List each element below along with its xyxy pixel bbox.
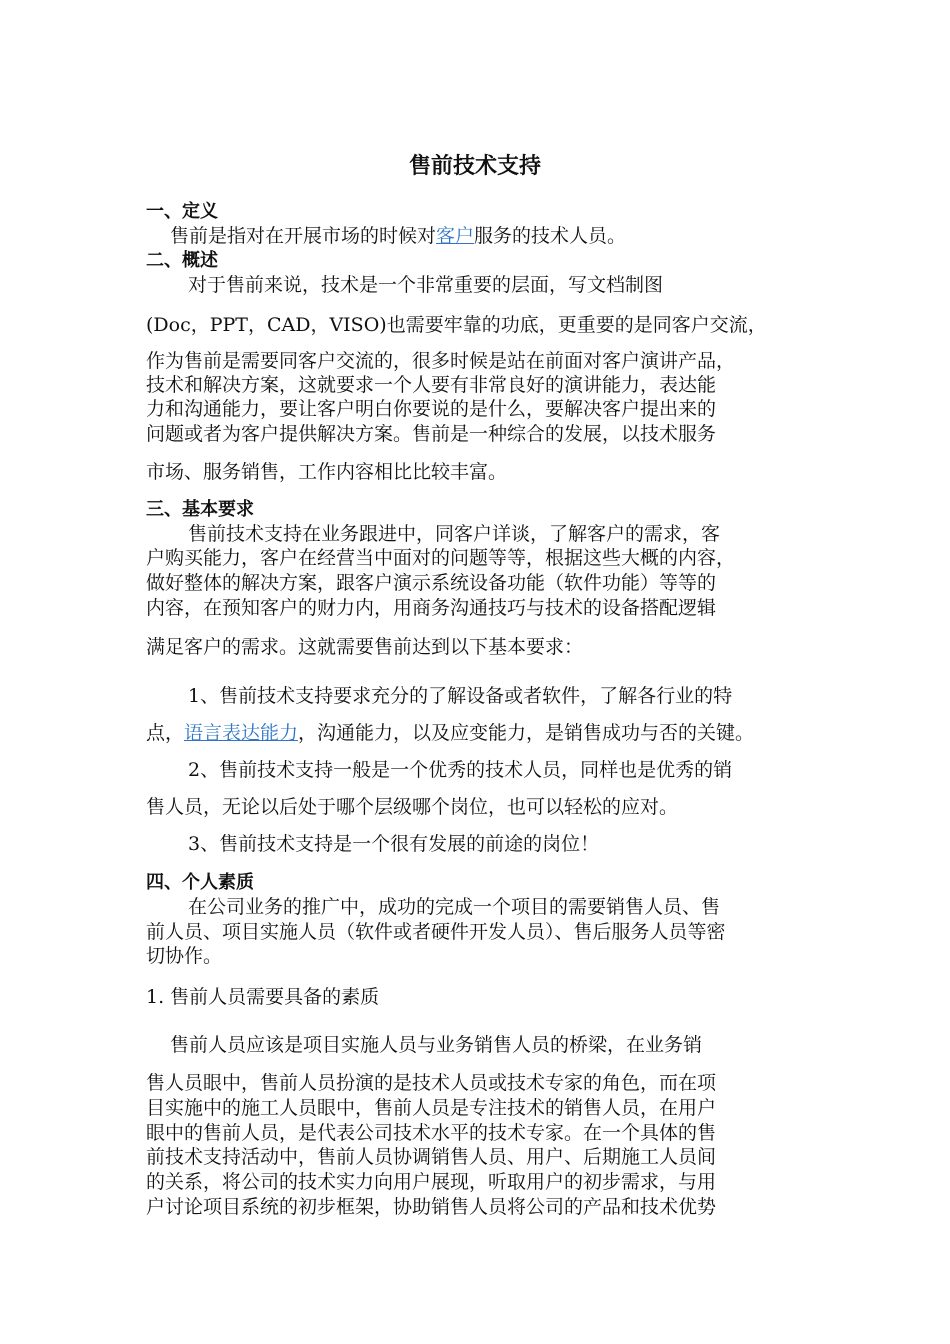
section-heading-requirements: 三、基本要求 — [146, 499, 254, 520]
paragraph-line: 作为售前是需要同客户交流的，很多时候是站在前面对客户演讲产品， — [146, 350, 736, 372]
customer-link[interactable]: 客户 — [436, 225, 475, 247]
paragraph-line: 内容，在预知客户的财力内，用商务沟通技巧与技术的设备搭配逻辑 — [146, 597, 717, 619]
definition-text-pre: 售前是指对在开展市场的时候对 — [170, 225, 437, 247]
paragraph-line: 户购买能力，客户在经营当中面对的问题等等，根据这些大概的内容， — [146, 547, 736, 569]
paragraph-line: 对于售前来说，技术是一个非常重要的层面，写文档制图 — [188, 274, 664, 296]
paragraph-line: 问题或者为客户提供解决方案。售前是一种综合的发展，以技术服务 — [146, 423, 717, 445]
section-heading-definition: 一、定义 — [146, 201, 218, 222]
paragraph-line: 眼中的售前人员，是代表公司技术水平的技术专家。在一个具体的售 — [146, 1122, 717, 1144]
paragraph-line: 在公司业务的推广中，成功的完成一个项目的需要销售人员、售 — [188, 896, 721, 918]
requirement-item-2-line-2: 售人员，无论以后处于哪个层级哪个岗位，也可以轻松的应对。 — [146, 796, 679, 818]
requirement-item-1-line-1: 1、售前技术支持要求充分的了解设备或者软件，了解各行业的特 — [188, 685, 733, 707]
paragraph-line: 市场、服务销售，工作内容相比比较丰富。 — [146, 461, 508, 483]
requirement-item-2-line-1: 2、售前技术支持一般是一个优秀的技术人员，同样也是优秀的销 — [188, 759, 733, 781]
paragraph-line: 切协作。 — [146, 945, 223, 967]
paragraph-line: 售前人员应该是项目实施人员与业务销售人员的桥梁，在业务销 — [170, 1034, 703, 1056]
paragraph-line: 户讨论项目系统的初步框架，协助销售人员将公司的产品和技术优势 — [146, 1196, 717, 1218]
paragraph-line: 满足客户的需求。这就需要售前达到以下基本要求： — [146, 636, 584, 658]
paragraph-line: 目实施中的施工人员眼中，售前人员是专注技术的销售人员，在用户 — [146, 1097, 717, 1119]
requirement-item-1-line-2 — [146, 721, 816, 746]
paragraph-line: 前人员、项目实施人员（软件或者硬件开发人员）、售后服务人员等密 — [146, 921, 726, 943]
paragraph-line: (Doc，PPT，CAD，VISO)也需要牢靠的功底，更重要的是同客户交流， — [146, 314, 767, 336]
paragraph-line: 技术和解决方案，这就要求一个人要有非常良好的演讲能力，表达能 — [146, 374, 717, 396]
language-expression-link[interactable]: 语言表达能力 — [184, 722, 299, 744]
paragraph-line: 前技术支持活动中，售前人员协调销售人员、用户、后期施工人员间 — [146, 1146, 717, 1168]
requirement-item-1-pre: 点， — [146, 722, 185, 744]
paragraph-line: 力和沟通能力，要让客户明白你要说的是什么，要解决客户提出来的 — [146, 398, 717, 420]
paragraph-line: 的关系，将公司的技术实力向用户展现，听取用户的初步需求，与用 — [146, 1171, 717, 1193]
page-title: 售前技术支持 — [408, 154, 541, 179]
requirement-item-1-post: ，沟通能力，以及应变能力，是销售成功与否的关键。 — [298, 722, 755, 744]
paragraph-line: 售前技术支持在业务跟进中，同客户详谈，了解客户的需求，客 — [188, 523, 721, 545]
section-heading-qualities: 四、个人素质 — [146, 872, 254, 893]
section-heading-overview: 二、概述 — [146, 250, 218, 271]
definition-text-post: 服务的技术人员。 — [474, 225, 627, 247]
requirement-item-3: 3、售前技术支持是一个很有发展的前途的岗位！ — [188, 833, 600, 855]
paragraph-line: 做好整体的解决方案，跟客户演示系统设备功能（软件功能）等等的 — [146, 572, 717, 594]
subsection-heading: 1. 售前人员需要具备的素质 — [146, 986, 380, 1008]
paragraph-line: 售人员眼中，售前人员扮演的是技术人员或技术专家的角色，而在项 — [146, 1072, 717, 1094]
definition-text — [170, 224, 840, 249]
